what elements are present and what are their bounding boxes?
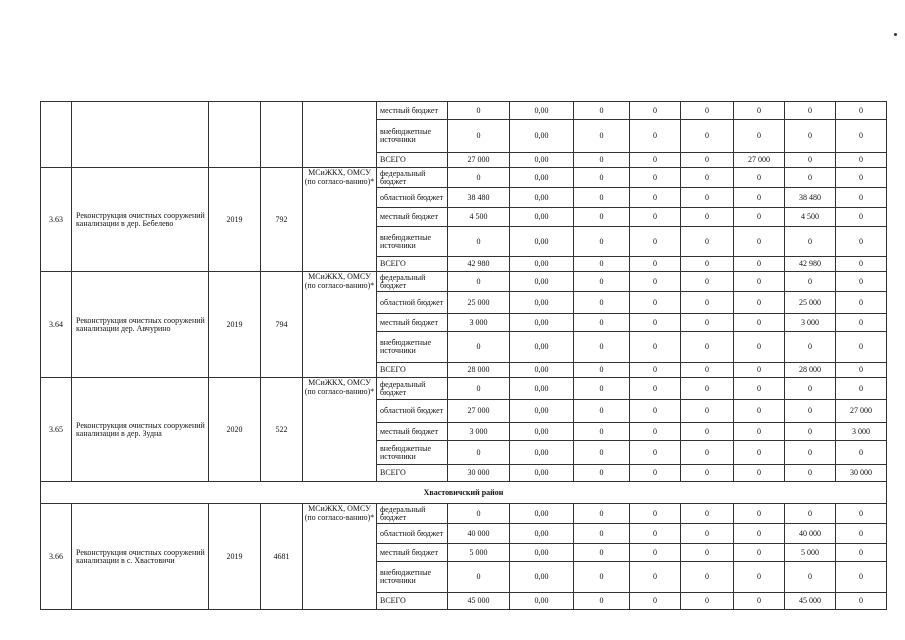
project-number: 3.65 xyxy=(41,378,72,482)
value-cell: 0 xyxy=(734,227,785,257)
value-cell: 0 xyxy=(630,562,681,593)
source-regional: областной бюджет xyxy=(377,400,448,423)
section-header: Хвастовичский район xyxy=(41,482,887,504)
source-local: местный бюджет xyxy=(377,208,448,227)
value-cell: 0 xyxy=(681,188,734,208)
value-cell: 0 xyxy=(630,120,681,153)
value-cell: 0 xyxy=(574,314,630,332)
value-cell: 0 xyxy=(574,168,630,188)
funding-table xyxy=(40,101,887,610)
source-regional: областной бюджет xyxy=(377,188,448,208)
value-cell: 0 xyxy=(836,292,887,314)
value-cell: 0 xyxy=(630,227,681,257)
value-cell: 0 xyxy=(574,227,630,257)
project-executor: МСиЖКХ, ОМСУ (по согласо-ванию)* xyxy=(303,272,377,378)
value-cell: 0,00 xyxy=(510,272,574,292)
value-cell: 0 xyxy=(574,272,630,292)
value-cell: 0 xyxy=(630,272,681,292)
value-cell: 45 000 xyxy=(785,593,836,610)
value-cell: 40 000 xyxy=(785,524,836,544)
source-extra: внебюджетные источники xyxy=(377,562,448,593)
value-cell: 0 xyxy=(630,153,681,168)
value-cell: 0 xyxy=(734,441,785,465)
value-cell: 0,00 xyxy=(510,168,574,188)
value-cell: 0 xyxy=(734,524,785,544)
value-cell: 0 xyxy=(448,168,510,188)
value-cell: 0,00 xyxy=(510,153,574,168)
project-code: 4681 xyxy=(261,504,303,610)
source-federal: федеральный бюджет xyxy=(377,272,448,292)
project-number: 3.63 xyxy=(41,168,72,272)
value-cell: 45 000 xyxy=(448,593,510,610)
value-cell: 0,00 xyxy=(510,524,574,544)
source-extra: внебюджетные источники xyxy=(377,441,448,465)
project-name: Реконструкция очистных сооружений канализации дер. Авчурино xyxy=(72,272,209,378)
value-cell: 0 xyxy=(448,102,510,120)
value-cell: 0 xyxy=(785,562,836,593)
value-cell: 0 xyxy=(836,272,887,292)
value-cell: 0 xyxy=(574,400,630,423)
value-cell: 0 xyxy=(681,524,734,544)
value-cell: 0 xyxy=(630,423,681,441)
value-cell: 0 xyxy=(681,120,734,153)
value-cell: 0,00 xyxy=(510,423,574,441)
source-local: местный бюджет xyxy=(377,102,448,120)
value-cell: 0 xyxy=(630,168,681,188)
value-cell: 0 xyxy=(574,504,630,524)
project-executor: МСиЖКХ, ОМСУ (по согласо-ванию)* xyxy=(303,378,377,482)
value-cell: 0 xyxy=(574,378,630,400)
value-cell: 0,00 xyxy=(510,257,574,272)
value-cell: 5 000 xyxy=(785,544,836,562)
value-cell: 0 xyxy=(734,465,785,482)
value-cell: 0 xyxy=(836,441,887,465)
table-row xyxy=(41,272,887,292)
project-name: Реконструкция очистных сооружений канализации в дер. Бебелево xyxy=(72,168,209,272)
value-cell: 0 xyxy=(574,292,630,314)
value-cell: 3 000 xyxy=(785,314,836,332)
value-cell: 0 xyxy=(734,332,785,363)
value-cell: 0 xyxy=(574,153,630,168)
value-cell: 0 xyxy=(785,378,836,400)
value-cell: 0 xyxy=(630,524,681,544)
value-cell: 0 xyxy=(630,378,681,400)
value-cell: 0,00 xyxy=(510,227,574,257)
value-cell: 0 xyxy=(734,593,785,610)
value-cell: 0 xyxy=(681,168,734,188)
value-cell: 25 000 xyxy=(785,292,836,314)
value-cell: 0 xyxy=(574,102,630,120)
value-cell: 0 xyxy=(734,544,785,562)
value-cell: 0 xyxy=(785,153,836,168)
value-cell: 0 xyxy=(785,441,836,465)
value-cell: 0 xyxy=(785,168,836,188)
value-cell: 0 xyxy=(734,188,785,208)
value-cell: 0 xyxy=(681,562,734,593)
value-cell: 0 xyxy=(836,378,887,400)
project-year: 2019 xyxy=(209,504,261,610)
value-cell: 3 000 xyxy=(448,314,510,332)
source-federal: федеральный бюджет xyxy=(377,378,448,400)
source-total: ВСЕГО xyxy=(377,363,448,378)
source-total: ВСЕГО xyxy=(377,153,448,168)
value-cell: 0 xyxy=(630,332,681,363)
value-cell: 0,00 xyxy=(510,208,574,227)
value-cell: 0 xyxy=(836,314,887,332)
value-cell: 0 xyxy=(785,400,836,423)
value-cell: 0 xyxy=(630,314,681,332)
project-year: 2019 xyxy=(209,168,261,272)
value-cell: 0 xyxy=(448,120,510,153)
value-cell: 0,00 xyxy=(510,465,574,482)
project-number-cell xyxy=(41,102,72,168)
project-year: 2020 xyxy=(209,378,261,482)
value-cell: 0 xyxy=(785,102,836,120)
value-cell: 0 xyxy=(630,208,681,227)
value-cell: 40 000 xyxy=(448,524,510,544)
value-cell: 0 xyxy=(785,272,836,292)
value-cell: 0 xyxy=(734,423,785,441)
value-cell: 0 xyxy=(574,120,630,153)
value-cell: 0 xyxy=(785,504,836,524)
value-cell: 0 xyxy=(836,562,887,593)
table-row xyxy=(41,482,887,504)
value-cell: 0,00 xyxy=(510,544,574,562)
value-cell: 0,00 xyxy=(510,400,574,423)
value-cell: 0 xyxy=(681,257,734,272)
value-cell: 0 xyxy=(630,544,681,562)
value-cell: 0 xyxy=(734,504,785,524)
value-cell: 3 000 xyxy=(836,423,887,441)
value-cell: 0 xyxy=(836,544,887,562)
value-cell: 0 xyxy=(681,544,734,562)
value-cell: 0 xyxy=(734,363,785,378)
value-cell: 0 xyxy=(836,153,887,168)
value-cell: 0,00 xyxy=(510,120,574,153)
value-cell: 0 xyxy=(734,378,785,400)
value-cell: 0 xyxy=(836,504,887,524)
project-code: 522 xyxy=(261,378,303,482)
value-cell: 5 000 xyxy=(448,544,510,562)
value-cell: 0 xyxy=(785,332,836,363)
value-cell: 0 xyxy=(681,314,734,332)
value-cell: 0,00 xyxy=(510,593,574,610)
value-cell: 0,00 xyxy=(510,363,574,378)
value-cell: 0 xyxy=(836,363,887,378)
value-cell: 0,00 xyxy=(510,102,574,120)
value-cell: 0 xyxy=(630,188,681,208)
value-cell: 0,00 xyxy=(510,292,574,314)
project-year: 2019 xyxy=(209,272,261,378)
value-cell: 0 xyxy=(836,168,887,188)
value-cell: 4 500 xyxy=(785,208,836,227)
value-cell: 0 xyxy=(785,227,836,257)
value-cell: 0 xyxy=(836,227,887,257)
value-cell: 4 500 xyxy=(448,208,510,227)
value-cell: 0 xyxy=(681,208,734,227)
value-cell: 0 xyxy=(734,272,785,292)
value-cell: 0 xyxy=(574,423,630,441)
value-cell: 0 xyxy=(785,465,836,482)
source-federal: федеральный бюджет xyxy=(377,168,448,188)
value-cell: 27 000 xyxy=(734,153,785,168)
value-cell: 0 xyxy=(836,120,887,153)
value-cell: 0 xyxy=(574,188,630,208)
value-cell: 0 xyxy=(448,378,510,400)
value-cell: 0,00 xyxy=(510,378,574,400)
value-cell: 0 xyxy=(574,562,630,593)
value-cell: 28 000 xyxy=(785,363,836,378)
value-cell: 3 000 xyxy=(448,423,510,441)
project-name: Реконструкция очистных сооружений канализации в дер. Зудна xyxy=(72,378,209,482)
funding-table-body xyxy=(41,102,887,610)
value-cell: 0 xyxy=(836,524,887,544)
value-cell: 0 xyxy=(448,332,510,363)
value-cell: 0 xyxy=(681,272,734,292)
value-cell: 0,00 xyxy=(510,504,574,524)
value-cell: 0 xyxy=(448,227,510,257)
value-cell: 0 xyxy=(681,102,734,120)
value-cell: 0 xyxy=(681,153,734,168)
project-executor: МСиЖКХ, ОМСУ (по согласо-ванию)* xyxy=(303,168,377,272)
value-cell: 28 000 xyxy=(448,363,510,378)
project-executor-cell xyxy=(303,102,377,168)
value-cell: 0 xyxy=(785,423,836,441)
value-cell: 0 xyxy=(785,120,836,153)
value-cell: 0 xyxy=(734,562,785,593)
value-cell: 0 xyxy=(574,465,630,482)
value-cell: 0 xyxy=(734,208,785,227)
source-total: ВСЕГО xyxy=(377,593,448,610)
value-cell: 0 xyxy=(681,465,734,482)
value-cell: 0 xyxy=(681,441,734,465)
source-local: местный бюджет xyxy=(377,423,448,441)
value-cell: 0 xyxy=(836,208,887,227)
value-cell: 0 xyxy=(681,292,734,314)
value-cell: 0 xyxy=(681,378,734,400)
value-cell: 0 xyxy=(681,400,734,423)
value-cell: 27 000 xyxy=(836,400,887,423)
value-cell: 0,00 xyxy=(510,441,574,465)
project-code: 794 xyxy=(261,272,303,378)
value-cell: 0 xyxy=(734,314,785,332)
value-cell: 0 xyxy=(574,257,630,272)
value-cell: 0 xyxy=(630,257,681,272)
value-cell: 0 xyxy=(734,120,785,153)
project-code-cell xyxy=(261,102,303,168)
value-cell: 0,00 xyxy=(510,332,574,363)
value-cell: 0 xyxy=(734,400,785,423)
value-cell: 0 xyxy=(630,102,681,120)
source-local: местный бюджет xyxy=(377,314,448,332)
value-cell: 0 xyxy=(574,363,630,378)
value-cell: 0 xyxy=(734,168,785,188)
value-cell: 27 000 xyxy=(448,153,510,168)
value-cell: 42 980 xyxy=(448,257,510,272)
value-cell: 25 000 xyxy=(448,292,510,314)
value-cell: 0 xyxy=(448,441,510,465)
source-extra: внебюджетные источники xyxy=(377,332,448,363)
value-cell: 0 xyxy=(836,102,887,120)
value-cell: 30 000 xyxy=(836,465,887,482)
value-cell: 0 xyxy=(630,504,681,524)
value-cell: 0 xyxy=(734,292,785,314)
value-cell: 0,00 xyxy=(510,188,574,208)
value-cell: 0 xyxy=(630,400,681,423)
value-cell: 0 xyxy=(836,188,887,208)
value-cell: 0 xyxy=(574,593,630,610)
value-cell: 0 xyxy=(681,593,734,610)
project-number: 3.64 xyxy=(41,272,72,378)
source-extra: внебюджетные источники xyxy=(377,227,448,257)
value-cell: 0 xyxy=(836,593,887,610)
project-number: 3.66 xyxy=(41,504,72,610)
table-row xyxy=(41,168,887,188)
value-cell: 0 xyxy=(630,465,681,482)
value-cell: 0 xyxy=(630,292,681,314)
project-code: 792 xyxy=(261,168,303,272)
source-total: ВСЕГО xyxy=(377,465,448,482)
value-cell: 0 xyxy=(681,504,734,524)
table-row xyxy=(41,102,887,120)
table-row xyxy=(41,504,887,524)
table-row xyxy=(41,378,887,400)
value-cell: 0 xyxy=(448,272,510,292)
value-cell: 0 xyxy=(681,227,734,257)
value-cell: 0 xyxy=(574,332,630,363)
source-federal: федеральный бюджет xyxy=(377,504,448,524)
project-executor: МСиЖКХ, ОМСУ (по согласо-ванию)* xyxy=(303,504,377,610)
value-cell: 0 xyxy=(448,504,510,524)
value-cell: 0 xyxy=(681,363,734,378)
value-cell: 0 xyxy=(574,208,630,227)
value-cell: 0 xyxy=(574,524,630,544)
value-cell: 0 xyxy=(630,363,681,378)
value-cell: 42 980 xyxy=(785,257,836,272)
value-cell: 0 xyxy=(836,332,887,363)
source-total: ВСЕГО xyxy=(377,257,448,272)
value-cell: 0,00 xyxy=(510,314,574,332)
value-cell: 27 000 xyxy=(448,400,510,423)
value-cell: 0 xyxy=(574,441,630,465)
value-cell: 0 xyxy=(448,562,510,593)
project-name-cell xyxy=(72,102,209,168)
source-regional: областной бюджет xyxy=(377,292,448,314)
value-cell: 0 xyxy=(630,441,681,465)
value-cell: 30 000 xyxy=(448,465,510,482)
value-cell: 0 xyxy=(630,593,681,610)
value-cell: 0,00 xyxy=(510,562,574,593)
value-cell: 0 xyxy=(734,102,785,120)
source-regional: областной бюджет xyxy=(377,524,448,544)
source-extra: внебюджетные источники xyxy=(377,120,448,153)
value-cell: 0 xyxy=(681,332,734,363)
value-cell: 0 xyxy=(734,257,785,272)
value-cell: 38 480 xyxy=(448,188,510,208)
value-cell: 0 xyxy=(681,423,734,441)
project-year-cell xyxy=(209,102,261,168)
source-local: местный бюджет xyxy=(377,544,448,562)
value-cell: 0 xyxy=(574,544,630,562)
project-name: Реконструкция очистных сооружений канализации в с. Хвастовичи xyxy=(72,504,209,610)
value-cell: 0 xyxy=(836,257,887,272)
scan-speck xyxy=(894,33,897,36)
value-cell: 38 480 xyxy=(785,188,836,208)
